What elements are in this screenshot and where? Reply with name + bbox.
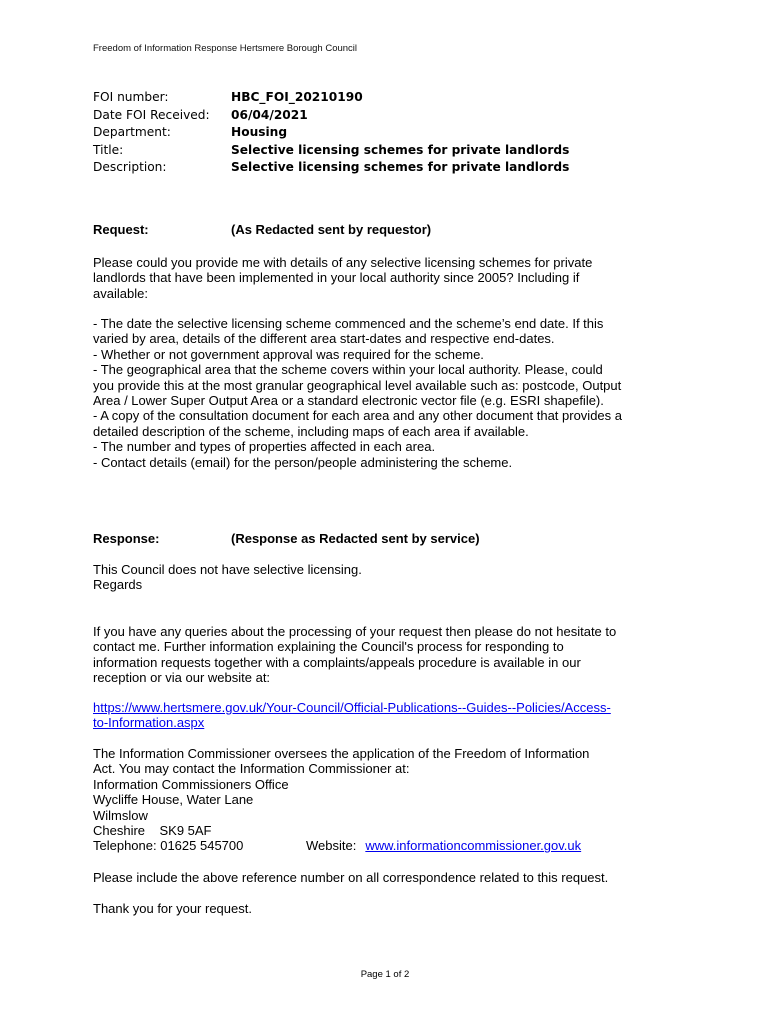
text-line: Wycliffe House, Water Lane [93, 792, 254, 808]
description-row [93, 159, 569, 177]
request-heading [93, 222, 431, 237]
text-line: varied by area, details of the different area start-dates and respective end-dates. [93, 331, 555, 347]
date-received-row [93, 107, 569, 125]
foi-number-row [93, 89, 569, 107]
text-line: - Contact details (email) for the person/people administering the scheme. [93, 454, 513, 470]
text-line: - A copy of the consultation document for each area and any other document that provides a [93, 408, 623, 424]
thanks-note [93, 901, 693, 916]
text-line: contact me. Further information explaining the Council's process for responding to [93, 639, 564, 655]
telephone-text: Telephone: 01625 545700 [93, 838, 244, 854]
text-line: Please could you provide me with details of any selective licensing schemes for private [93, 255, 593, 270]
text-line: - The geographical area that the scheme covers within your local authority. Please, could [93, 362, 603, 378]
text-line: available: [93, 285, 148, 301]
commissioner-website-link[interactable]: www.informationcommissioner.gov.uk [365, 838, 582, 854]
request-intro [93, 255, 693, 301]
meta-label: Date FOI Received: [93, 107, 210, 122]
queries-paragraph [93, 624, 693, 686]
text-line: - The number and types of properties affected in each area. [93, 439, 436, 455]
text-line: Area / Lower Super Output Area or a standard electronic vector file (e.g. ESRI shapefile). [93, 393, 604, 409]
text-line: Wilmslow [93, 807, 148, 823]
request-note: (As Redacted sent by requestor) [231, 222, 432, 237]
response-body [93, 562, 693, 593]
document-header: Freedom of Information Response Hertsmere Borough Council [93, 43, 358, 54]
department-row [93, 124, 569, 142]
text-line: Information Commissioners Office [93, 776, 289, 792]
text-line: detailed description of the scheme, including maps of each area if available. [93, 423, 529, 439]
text-line: The Information Commissioner oversees the application of the Freedom of Information [93, 746, 590, 761]
text-line: Cheshire SK9 5AF [93, 823, 212, 839]
link-line[interactable]: to-Information.aspx [93, 715, 205, 731]
text-line: - The date the selective licensing scheme commenced and the scheme’s end date. If this [93, 316, 604, 331]
text-line: you provide this at the most granular geographical level available such as: postcode, Output [93, 377, 622, 393]
response-heading [93, 531, 480, 546]
text-line: Regards [93, 577, 143, 593]
text-line: This Council does not have selective licensing. [93, 562, 362, 577]
title-value: Selective licensing schemes for private landlords [231, 142, 570, 157]
text-line: information requests together with a complaints/appeals procedure is available in our [93, 654, 581, 670]
text-line: Please include the above reference number on all correspondence related to this request. [93, 870, 609, 885]
contact-row [93, 838, 693, 853]
response-label: Response: [93, 531, 160, 546]
request-label: Request: [93, 222, 149, 237]
link-line[interactable]: https://www.hertsmere.gov.uk/Your-Council/Official-Publications--Guides--Policies/Access- [93, 700, 611, 715]
description-value: Selective licensing schemes for private landlords [231, 160, 570, 175]
commissioner-paragraph [93, 746, 693, 854]
meta-label: FOI number: [93, 90, 169, 104]
text-line: - Whether or not government approval was required for the scheme. [93, 346, 484, 362]
request-items [93, 316, 693, 470]
meta-label: Description: [93, 160, 167, 175]
meta-label: Department: [93, 125, 171, 140]
text-line: Act. You may contact the Information Commissioner at: [93, 761, 410, 777]
foi-number-value: HBC_FOI_20210190 [231, 90, 363, 104]
text-line: Thank you for your request. [93, 901, 252, 916]
page-number: Page 1 of 2 [360, 969, 410, 980]
council-website-link[interactable] [93, 700, 693, 731]
department-value: Housing [231, 125, 288, 140]
meta-label: Title: [93, 142, 124, 157]
reference-note [93, 870, 693, 885]
date-received-value: 06/04/2021 [231, 107, 308, 122]
foi-metadata [93, 89, 569, 177]
text-line: landlords that have been implemented in your local authority since 2005? Including if [93, 270, 580, 286]
website-label: Website: [306, 838, 357, 854]
text-line: If you have any queries about the processing of your request then please do not hesitate to [93, 624, 617, 639]
title-row [93, 142, 569, 160]
text-line: reception or via our website at: [93, 670, 271, 686]
response-note: (Response as Redacted sent by service) [231, 531, 480, 546]
